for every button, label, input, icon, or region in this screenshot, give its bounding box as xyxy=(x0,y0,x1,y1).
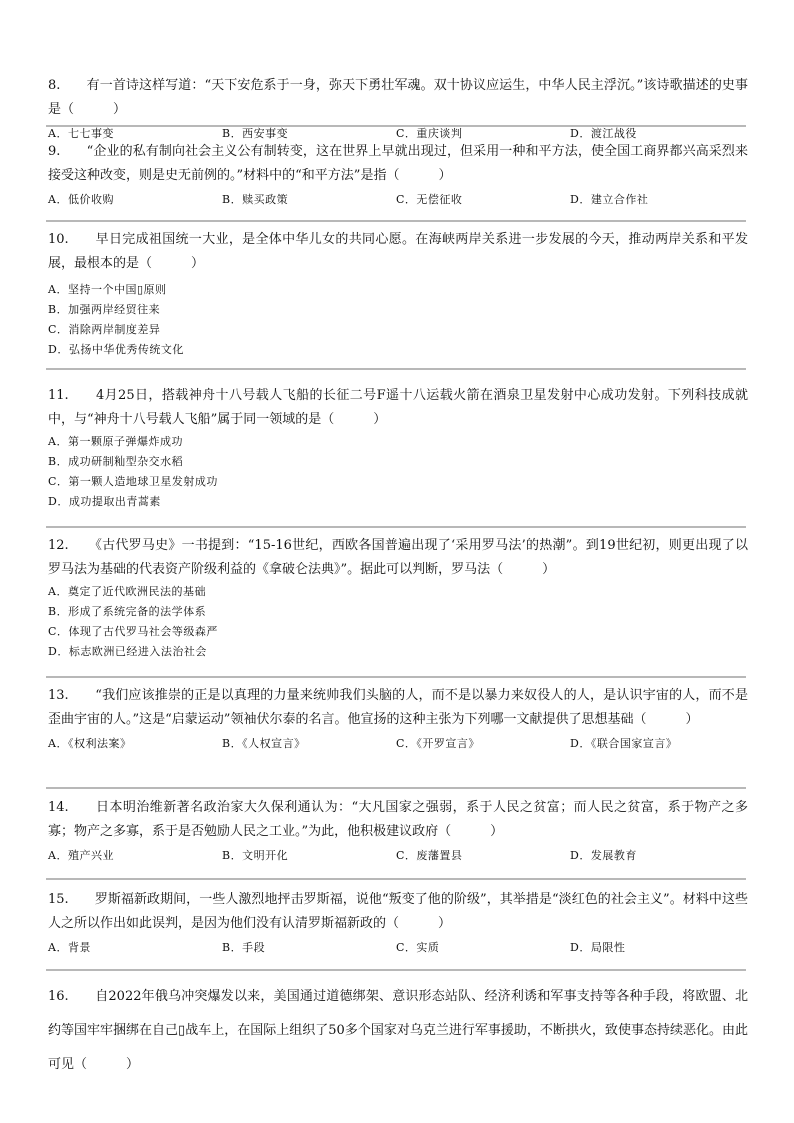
question-13 xyxy=(48,684,748,754)
option-d[interactable]: D．局限性 xyxy=(570,941,626,954)
divider xyxy=(46,368,746,370)
option-b[interactable]: B．《人权宣言》 xyxy=(222,737,306,750)
option-a[interactable]: A．奠定了近代欧洲民法的基础 xyxy=(48,585,206,598)
option-b[interactable]: B．文明开化 xyxy=(222,849,289,862)
option-d[interactable]: D．发展教育 xyxy=(570,849,637,862)
divider xyxy=(46,676,746,678)
option-d[interactable]: D．建立合作社 xyxy=(570,193,649,206)
option-b[interactable]: B．西安事变 xyxy=(222,127,289,140)
option-c[interactable]: C．消除两岸制度差异 xyxy=(48,323,161,336)
question-stem: 10. 早日完成祖国统一大业，是全体中华儿女的共同心愿。在海峡两岸关系进一步发展的今天，推动两岸关系和平发展，最根本的是（ ） xyxy=(48,232,748,271)
question-8 xyxy=(48,74,748,144)
divider xyxy=(46,969,746,971)
option-a[interactable]: A．第一颗原子弹爆炸成功 xyxy=(48,435,183,448)
divider xyxy=(46,220,746,222)
question-stem: 14. 日本明治维新著名政治家大久保利通认为：“大凡国家之强弱，系于人民之贫富；而人民之贫富，系于物产之多寡；物产之多寡，系于是否勉励人民之工业。”为此，他积极建议政府（ ） xyxy=(48,800,748,839)
question-9 xyxy=(48,140,748,210)
option-c[interactable]: C．无偿征收 xyxy=(396,193,463,206)
question-14 xyxy=(48,796,748,866)
option-c[interactable]: C．第一颗人造地球卫星发射成功 xyxy=(48,475,218,488)
question-12 xyxy=(48,534,748,662)
option-a[interactable]: A．坚持一个中国▯原则 xyxy=(48,283,167,296)
divider xyxy=(46,526,746,528)
divider xyxy=(46,125,746,127)
option-d[interactable]: D．标志欧洲已经进入法治社会 xyxy=(48,645,207,658)
option-a[interactable]: A．殖产兴业 xyxy=(48,849,114,862)
option-b[interactable]: B．形成了系统完备的法学体系 xyxy=(48,605,207,618)
option-a[interactable]: A．背景 xyxy=(48,941,91,954)
option-b[interactable]: B．手段 xyxy=(222,941,266,954)
question-10 xyxy=(48,228,748,360)
question-11 xyxy=(48,384,748,512)
option-c[interactable]: C．实质 xyxy=(396,941,440,954)
option-d[interactable]: D．渡江战役 xyxy=(570,127,637,140)
option-c[interactable]: C．废藩置县 xyxy=(396,849,463,862)
option-c[interactable]: C．重庆谈判 xyxy=(396,127,463,140)
question-stem: 15. 罗斯福新政期间，一些人激烈地抨击罗斯福，说他“叛变了他的阶级”，其举措是“淡红色的社会主义”。材料中这些人之所以作出如此误判，是因为他们没有认清罗斯福新政的（ ） xyxy=(48,892,748,931)
option-b[interactable]: B．赎买政策 xyxy=(222,193,289,206)
question-stem: 11. 4月25日，搭载神舟十八号载人飞船的长征二号F遥十八运载火箭在酒泉卫星发射中心成功发射。下列科技成就中，与“神舟十八号载人飞船”属于同一领域的是（ ） xyxy=(48,388,748,427)
divider xyxy=(46,787,746,789)
question-stem: 12. 《古代罗马史》一书提到：“15-16世纪，西欧各国普遍出现了‘采用罗马法’的热潮”。到19世纪初，则更出现了以罗马法为基础的代表资产阶级利益的《拿破仑法典》”。据此可以判断，罗马法（ ） xyxy=(48,538,748,577)
option-b[interactable]: B．成功研制籼型杂交水稻 xyxy=(48,455,184,468)
question-stem: 8. 有一首诗这样写道：“天下安危系于一身，弥天下勇壮军魂。双十协议应运生，中华人民主浮沉。”该诗歌描述的史事是（ ） xyxy=(48,78,748,117)
option-d[interactable]: D．《联合国家宣言》 xyxy=(570,737,678,750)
option-d[interactable]: D．成功提取出青蒿素 xyxy=(48,495,161,508)
divider xyxy=(46,878,746,880)
option-d[interactable]: D．弘扬中华优秀传统文化 xyxy=(48,343,184,356)
option-c[interactable]: C．体现了古代罗马社会等级森严 xyxy=(48,625,218,638)
question-stem: 9. “企业的私有制向社会主义公有制转变，这在世界上早就出现过，但采用一种和平方法，使全国工商界都兴高采烈来接受这种改变，则是史无前例的。”材料中的“和平方法”是指（ ） xyxy=(48,144,748,183)
option-c[interactable]: C．《开罗宣言》 xyxy=(396,737,480,750)
option-a[interactable]: A．低价收购 xyxy=(48,193,114,206)
question-stem: 16. 自2022年俄乌冲突爆发以来，美国通过道德绑架、意识形态站队、经济利诱和军事支持等各种手段，将欧盟、北约等国牢牢捆绑在自己▯战车上，在国际上组织了50多个国家对乌克兰进行军事援助，不断拱火，致使事态持续恶化。由此可见（ ） xyxy=(48,989,748,1072)
option-b[interactable]: B．加强两岸经贸往来 xyxy=(48,303,161,316)
option-a[interactable]: A．《权利法案》 xyxy=(48,737,132,750)
question-16 xyxy=(48,980,748,1082)
question-15 xyxy=(48,888,748,958)
question-stem: 13. “我们应该推崇的正是以真理的力量来统帅我们头脑的人，而不是以暴力来奴役人的人，是认识宇宙的人，而不是歪曲宇宙的人。”这是“启蒙运动”领袖伏尔泰的名言。他宣扬的这种主张为下列哪一文献提供了思想基础（ ） xyxy=(48,688,748,727)
option-a[interactable]: A．七七事变 xyxy=(48,127,114,140)
